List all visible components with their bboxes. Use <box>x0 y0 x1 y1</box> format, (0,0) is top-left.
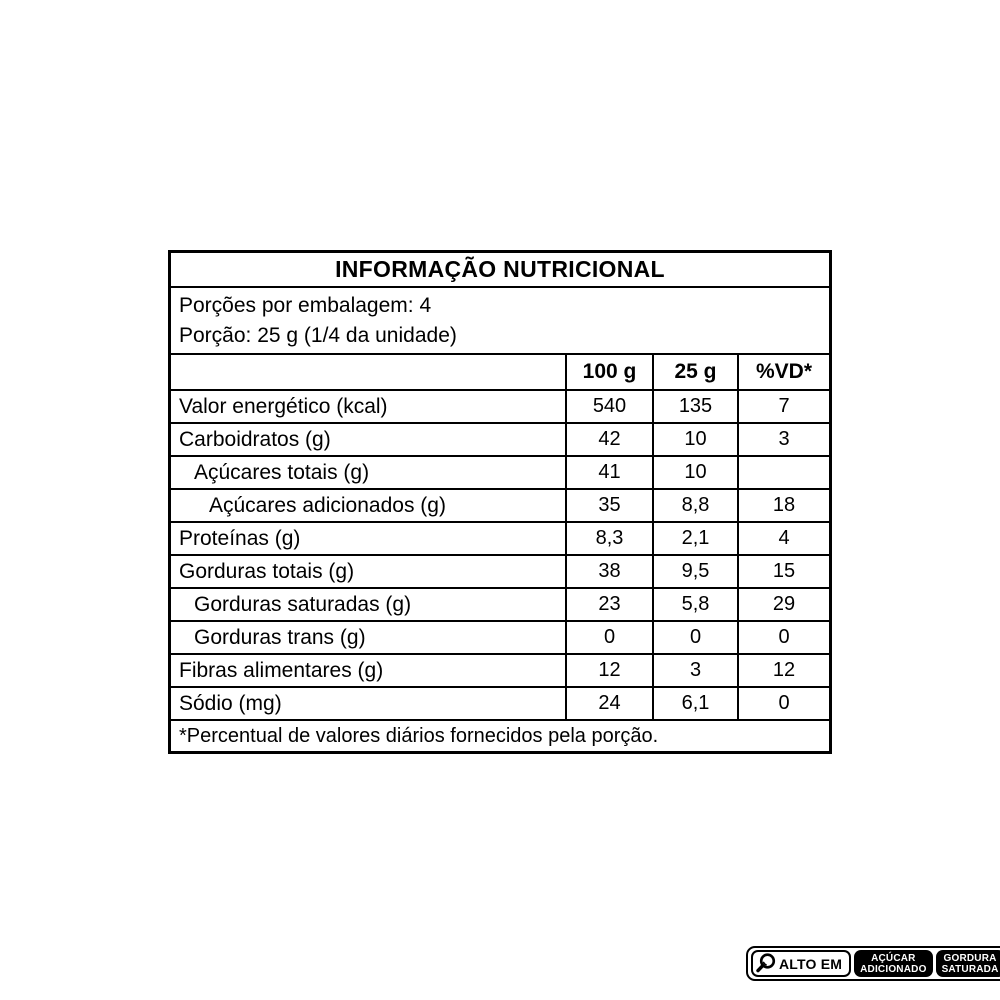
cell-25g: 2,1 <box>652 523 737 554</box>
cell-100g: 35 <box>565 490 652 521</box>
table-body <box>171 391 829 721</box>
row-label: Proteínas (g) <box>179 526 301 550</box>
table-row <box>171 457 829 490</box>
table-row <box>171 424 829 457</box>
cell-25g: 8,8 <box>652 490 737 521</box>
alto-em-label: ALTO EM <box>779 955 843 972</box>
row-label: Sódio (mg) <box>179 691 282 715</box>
table-row <box>171 490 829 523</box>
table-row <box>171 556 829 589</box>
cell-vd: 12 <box>737 655 829 686</box>
table-row <box>171 391 829 424</box>
column-header-vd: %VD* <box>737 355 829 389</box>
row-label: Açúcares totais (g) <box>194 460 370 484</box>
row-label: Gorduras saturadas (g) <box>194 592 412 616</box>
magnifier-icon <box>754 952 778 976</box>
column-header-100g: 100 g <box>565 355 652 389</box>
cell-vd: 18 <box>737 490 829 521</box>
table-title: INFORMAÇÃO NUTRICIONAL <box>171 253 829 288</box>
row-label: Gorduras trans (g) <box>194 625 366 649</box>
badge-gordura-saturada <box>936 950 1000 977</box>
column-header-25g: 25 g <box>652 355 737 389</box>
row-label: Gorduras totais (g) <box>179 559 355 583</box>
column-header-empty <box>171 355 565 389</box>
table-row <box>171 589 829 622</box>
cell-vd: 3 <box>737 424 829 455</box>
cell-25g: 3 <box>652 655 737 686</box>
cell-vd: 7 <box>737 391 829 422</box>
cell-vd: 29 <box>737 589 829 620</box>
cell-vd: 0 <box>737 622 829 653</box>
cell-25g: 6,1 <box>652 688 737 719</box>
row-label: Valor energético (kcal) <box>179 394 388 418</box>
cell-vd: 15 <box>737 556 829 587</box>
cell-100g: 24 <box>565 688 652 719</box>
cell-vd: 0 <box>737 688 829 719</box>
cell-25g: 0 <box>652 622 737 653</box>
servings-per-package: Porções por embalagem: 4 <box>179 294 432 317</box>
serving-size: Porção: 25 g (1/4 da unidade) <box>179 324 457 347</box>
cell-100g: 12 <box>565 655 652 686</box>
table-footnote: *Percentual de valores diários fornecidos pela porção. <box>179 724 659 747</box>
row-label: Fibras alimentares (g) <box>179 658 384 682</box>
cell-vd <box>737 457 829 488</box>
cell-100g: 23 <box>565 589 652 620</box>
badge-line: AÇÚCAR <box>871 952 916 964</box>
cell-25g: 5,8 <box>652 589 737 620</box>
row-label: Açúcares adicionados (g) <box>209 493 446 517</box>
badge-line: SATURADA <box>941 963 999 975</box>
cell-100g: 38 <box>565 556 652 587</box>
cell-25g: 9,5 <box>652 556 737 587</box>
cell-100g: 0 <box>565 622 652 653</box>
cell-25g: 10 <box>652 424 737 455</box>
cell-100g: 41 <box>565 457 652 488</box>
alto-em-pill <box>751 950 851 977</box>
warning-seal <box>746 946 1000 981</box>
column-header-row <box>171 355 829 391</box>
cell-25g: 10 <box>652 457 737 488</box>
cell-100g: 540 <box>565 391 652 422</box>
cell-100g: 42 <box>565 424 652 455</box>
cell-25g: 135 <box>652 391 737 422</box>
table-row <box>171 622 829 655</box>
cell-100g: 8,3 <box>565 523 652 554</box>
badge-line: ADICIONADO <box>860 963 927 975</box>
table-row <box>171 655 829 688</box>
row-label: Carboidratos (g) <box>179 427 331 451</box>
badge-line: GORDURA <box>943 952 997 964</box>
serving-info <box>171 288 829 355</box>
table-row <box>171 523 829 556</box>
badge-acucar-adicionado <box>854 950 932 977</box>
table-row <box>171 688 829 721</box>
nutrition-table <box>168 250 832 754</box>
cell-vd: 4 <box>737 523 829 554</box>
